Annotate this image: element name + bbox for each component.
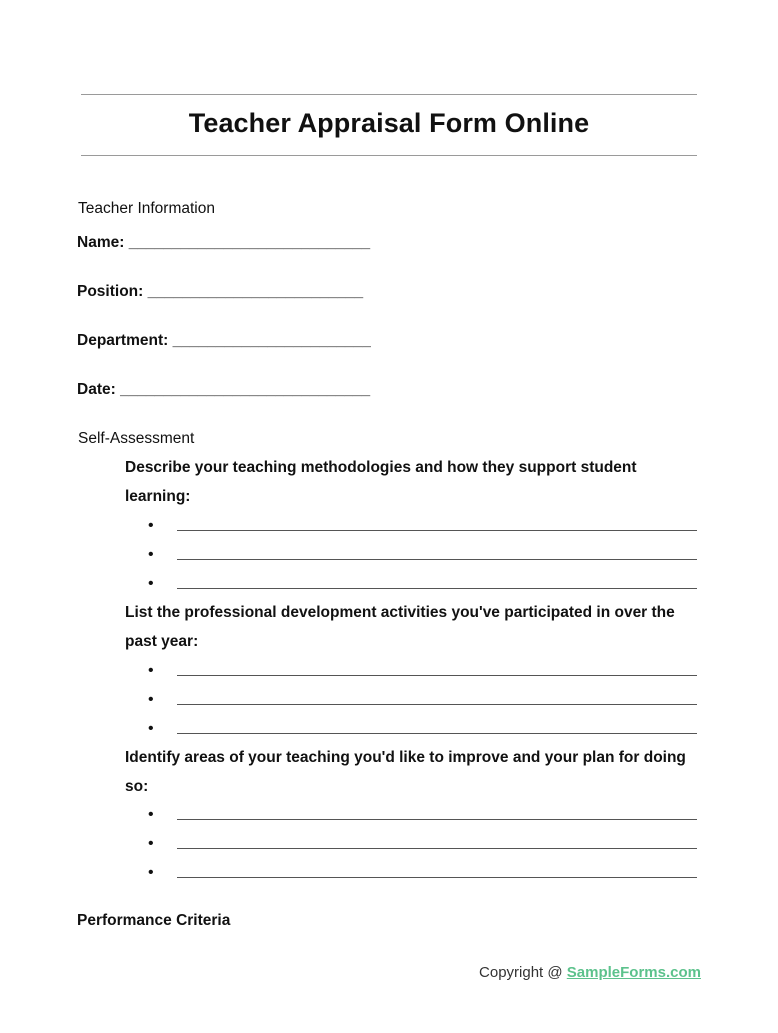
answer-line[interactable]	[177, 559, 697, 560]
position-label: Position:	[77, 283, 144, 300]
bullet-icon: •	[148, 662, 154, 679]
department-label: Department:	[77, 332, 169, 349]
self-assessment-heading: Self-Assessment	[78, 430, 195, 447]
bullet-icon: •	[148, 546, 154, 563]
date-blank[interactable]: _____________________________	[120, 381, 371, 398]
answer-row	[148, 574, 708, 594]
copyright-footer	[479, 964, 701, 981]
position-field	[77, 283, 363, 301]
answer-row	[148, 516, 708, 536]
bullet-icon: •	[148, 517, 154, 534]
date-label: Date:	[77, 381, 116, 398]
bullet-icon: •	[148, 835, 154, 852]
answer-row	[148, 661, 708, 681]
name-label: Name:	[77, 234, 125, 251]
bullet-icon: •	[148, 806, 154, 823]
answer-line[interactable]	[177, 588, 697, 589]
position-blank[interactable]: _________________________	[147, 283, 364, 300]
bullet-icon: •	[148, 691, 154, 708]
answer-line[interactable]	[177, 848, 697, 849]
answer-line[interactable]	[177, 530, 697, 531]
question-professional-development: List the professional development activities you've participated in over the past year:	[125, 604, 675, 650]
name-field	[77, 234, 370, 252]
copyright-text: Copyright @	[479, 964, 567, 981]
answer-line[interactable]	[177, 704, 697, 705]
teacher-information-heading: Teacher Information	[78, 200, 215, 217]
answer-row	[148, 545, 708, 565]
department-blank[interactable]: _______________________	[172, 332, 371, 349]
answer-row	[148, 805, 708, 825]
department-field	[77, 332, 371, 350]
bullet-icon: •	[148, 575, 154, 592]
top-rule	[81, 94, 697, 95]
answer-line[interactable]	[177, 675, 697, 676]
question-teaching-methodologies: Describe your teaching methodologies and how they support student learning:	[125, 459, 637, 505]
question-areas-to-improve: Identify areas of your teaching you'd like to improve and your plan for doing so:	[125, 749, 686, 795]
answer-row	[148, 863, 708, 883]
sampleforms-link[interactable]: SampleForms.com	[566, 964, 701, 981]
name-blank[interactable]: ____________________________	[128, 234, 371, 251]
page-title: Teacher Appraisal Form Online	[188, 108, 590, 138]
bullet-icon: •	[148, 864, 154, 881]
title-bottom-rule	[81, 155, 697, 156]
answer-row	[148, 690, 708, 710]
bullet-icon: •	[148, 720, 154, 737]
answer-line[interactable]	[177, 733, 697, 734]
performance-criteria-heading: Performance Criteria	[77, 912, 231, 929]
answer-row	[148, 719, 708, 739]
answer-row	[148, 834, 708, 854]
answer-line[interactable]	[177, 819, 697, 820]
answer-line[interactable]	[177, 877, 697, 878]
date-field	[77, 381, 370, 399]
